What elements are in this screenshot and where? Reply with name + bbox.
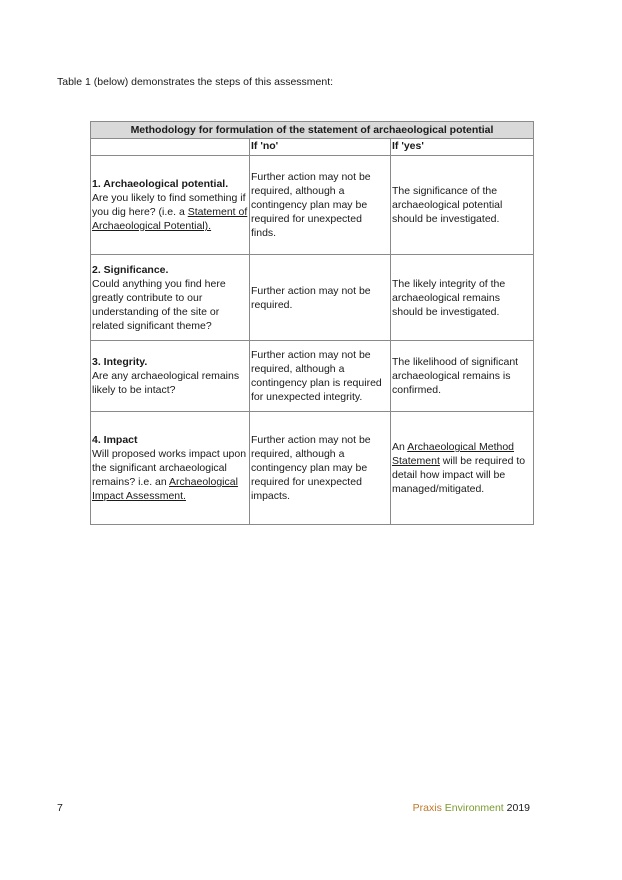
if-yes-text: An [392,441,408,453]
brand-environment: Environment [444,802,504,814]
methodology-table [90,121,534,525]
step-text: Will proposed works impact upon the significant archaeological remains? i.e. an [92,448,247,488]
if-yes-text-end: will be required to detail how impact will be managed/mitigated. [392,455,526,495]
if-no-cell: Further action may not be required, although a contingency plan is required for unexpected integrity. [250,341,391,412]
table-row [91,255,534,341]
step-title: 4. Impact [92,434,138,446]
step-cell [91,412,250,525]
header-if-no: If 'no' [250,139,391,156]
if-no-cell: Further action may not be required, although a contingency plan may be required for unexpected finds. [250,156,391,255]
table-row [91,412,534,525]
step-cell [91,255,250,341]
footer-brand [413,802,530,814]
table-row [91,341,534,412]
if-yes-cell: The likely integrity of the archaeological remains should be investigated. [391,255,534,341]
step-cell [91,156,250,255]
table-title: Methodology for formulation of the statement of archaeological potential [91,122,534,139]
step-text: Could anything you find here greatly contribute to our understanding of the site or related significant theme? [92,277,226,332]
method-statement-link[interactable]: Archaeological Method Statement [392,441,515,467]
step-title: 2. Significance. [92,263,169,276]
step-cell [91,341,250,412]
brand-year: 2019 [506,802,530,814]
step-text: Are you likely to find something if you dig here? (i.e. a [92,192,246,218]
statement-link[interactable]: Statement of Archaeological Potential). [92,206,248,232]
intro-text: Table 1 (below) demonstrates the steps of this assessment: [57,76,334,88]
header-if-yes: If 'yes' [391,139,534,156]
step-title: 1. Archaeological potential. [92,178,229,190]
step-title: 3. Integrity. [92,356,148,368]
if-yes-cell [391,412,534,525]
impact-assessment-link[interactable]: Archaeological Impact Assessment. [92,476,238,502]
if-no-cell: Further action may not be required. [250,255,391,341]
if-yes-cell: The significance of the archaeological potential should be investigated. [391,156,534,255]
brand-praxis: Praxis [412,802,442,814]
table-row [91,156,534,255]
page-number: 7 [57,802,63,814]
header-empty [91,139,250,156]
if-no-cell: Further action may not be required, although a contingency plan may be required for unexpected impacts. [250,412,391,525]
step-text: Are any archaeological remains likely to be intact? [92,370,240,396]
if-yes-cell: The likelihood of significant archaeological remains is confirmed. [391,341,534,412]
